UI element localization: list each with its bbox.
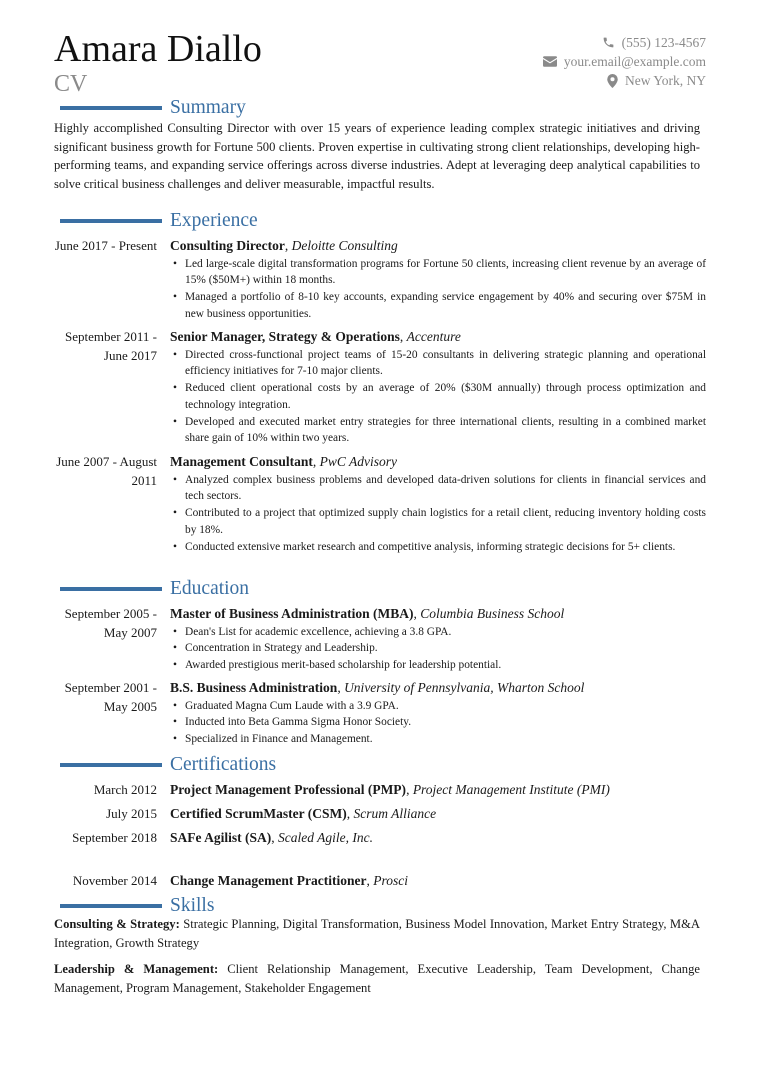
entry-content: [170, 605, 706, 674]
entry-headline: Senior Manager, Strategy & Operations, Accenture: [170, 329, 461, 344]
bullet-item: • Conducted extensive market research and competitive analysis, informing strategic decisions for 5+ clients.: [170, 539, 706, 556]
entry-degree: Master of Business Administration (MBA): [170, 606, 414, 621]
contact-location-row: [543, 71, 706, 90]
certification-name: Change Management Practitioner: [170, 873, 367, 888]
section-accent-bar: [60, 587, 162, 591]
section-title: Certifications: [170, 754, 277, 775]
skill-group-items: Client Relationship Management, Executive Leadership, Team Development, Change Management, Program Management, Stakeholder Engagement: [54, 962, 700, 995]
entry-content: [170, 328, 706, 447]
entry-date: September 2005 - May 2007: [64, 606, 157, 640]
entry-role: Senior Manager, Strategy & Operations: [170, 329, 400, 344]
entry-bullets: [170, 624, 706, 674]
skill-group: [54, 915, 700, 952]
entry-bullets: [170, 256, 706, 323]
section-title: Summary: [170, 97, 246, 118]
bullet-item: • Awarded prestigious merit-based scholarship for leadership potential.: [170, 657, 706, 674]
entry-content: [170, 805, 706, 824]
phone-icon: [602, 36, 615, 49]
entry-date: September 2018: [72, 830, 157, 845]
certification-name: Certified ScrumMaster (CSM): [170, 806, 347, 821]
section-accent-bar: [60, 106, 162, 110]
bullet-item: • Concentration in Strategy and Leadership.: [170, 640, 706, 657]
bullet-item: • Reduced client operational costs by an average of 20% ($30M annually) through process optimization and technology integration.: [170, 380, 706, 414]
skill-group: [54, 960, 700, 997]
entry-org: Accenture: [406, 329, 461, 344]
entry-bullets: [170, 698, 706, 748]
entry-date: September 2011 - June 2017: [65, 329, 157, 363]
location-pin-icon: [607, 74, 618, 88]
contact-email-row: [543, 52, 706, 71]
section-accent-bar: [60, 904, 162, 908]
entry-school: Columbia Business School: [420, 606, 565, 621]
section-accent-bar: [60, 763, 162, 767]
skill-group-label: Consulting & Strategy:: [54, 917, 180, 931]
entry-role: Consulting Director: [170, 238, 285, 253]
person-name: Amara Diallo: [54, 28, 262, 70]
entry-content: [170, 781, 706, 800]
bullet-item: • Led large-scale digital transformation programs for Fortune 50 clients, increasing client revenue by an average of 15% ($50M+) within 18 months.: [170, 256, 706, 290]
entry-degree: B.S. Business Administration: [170, 680, 338, 695]
certification-issuer: Scaled Agile, Inc.: [278, 830, 373, 845]
section-education-heading: [60, 577, 249, 601]
entry-content: [170, 453, 706, 555]
skill-group-label: Leadership & Management:: [54, 962, 219, 976]
bullet-item: • Contributed to a project that optimized supply chain logistics for a retail client, reducing inventory holding costs by 18%.: [170, 505, 706, 539]
contact-phone: (555) 123-4567: [621, 34, 706, 50]
entry-date: September 2001 - May 2005: [64, 680, 157, 714]
bullet-item: • Managed a portfolio of 8-10 key accounts, expanding service engagement by 40% and securing over $75M in new business opportunities.: [170, 289, 706, 323]
entry-org: PwC Advisory: [319, 454, 398, 469]
entry-headline: Master of Business Administration (MBA), Columbia Business School: [170, 606, 565, 621]
entry-school: University of Pennsylvania, Wharton School: [344, 680, 585, 695]
entry-content: [170, 829, 706, 848]
entry-headline: B.S. Business Administration, University of Pennsylvania, Wharton School: [170, 680, 585, 695]
entry-bullets: [170, 347, 706, 448]
section-experience-heading: [60, 209, 258, 233]
contact-phone-row: [543, 33, 706, 52]
entry-date: June 2007 - August 2011: [56, 454, 157, 488]
entry-content: [170, 872, 706, 891]
entry-headline: Project Management Professional (PMP), Project Management Institute (PMI): [170, 782, 610, 797]
certification-issuer: Prosci: [373, 873, 408, 888]
entry-headline: Management Consultant, PwC Advisory: [170, 454, 398, 469]
bullet-item: • Graduated Magna Cum Laude with a 3.9 GPA.: [170, 698, 706, 715]
certification-name: SAFe Agilist (SA): [170, 830, 272, 845]
entry-role: Management Consultant: [170, 454, 313, 469]
section-title: Experience: [170, 210, 258, 231]
entry-headline: Change Management Practitioner, Prosci: [170, 873, 408, 888]
section-title: Skills: [170, 895, 215, 916]
contact-location: New York, NY: [624, 72, 706, 88]
certification-issuer: Project Management Institute (PMI): [412, 782, 610, 797]
bullet-item: • Dean's List for academic excellence, achieving a 3.8 GPA.: [170, 624, 706, 641]
entry-date: March 2012: [93, 782, 157, 797]
summary-text: Highly accomplished Consulting Director with over 15 years of experience leading complex strategic initiatives and driving significant business growth for Fortune 500 clients. Proven expertise in cultivating strong client relationships, developing high-performing teams, and expanding service offerings across diverse industries. Adept at leveraging deep analytical capabilities to solve critical business challenges and deliver measurable, impactful results.: [54, 121, 700, 191]
certification-name: Project Management Professional (PMP): [170, 782, 407, 797]
document-subtitle: CV: [54, 71, 88, 97]
entry-headline: Certified ScrumMaster (CSM), Scrum Alliance: [170, 806, 437, 821]
entry-bullets: [170, 472, 706, 556]
entry-content: [170, 237, 706, 323]
contact-email[interactable]: your.email@example.com: [563, 53, 706, 69]
entry-date: June 2017 - Present: [54, 238, 157, 253]
certification-issuer: Scrum Alliance: [353, 806, 437, 821]
bullet-item: • Analyzed complex business problems and developed data-driven solutions for clients in financial services and tech sectors.: [170, 472, 706, 506]
section-title: Education: [170, 578, 250, 599]
skill-group-items: Strategic Planning, Digital Transformation, Business Model Innovation, Market Entry Strategy, M&A Integration, Growth Strategy: [54, 917, 700, 950]
entry-org: Deloitte Consulting: [291, 238, 398, 253]
section-certifications-heading: [60, 753, 276, 777]
section-accent-bar: [60, 219, 162, 223]
bullet-item: • Developed and executed market entry strategies for three international clients, resulting in a combined market share gain of 10% within two years.: [170, 414, 706, 448]
envelope-icon: [543, 56, 557, 67]
bullet-item: • Inducted into Beta Gamma Sigma Honor Society.: [170, 714, 706, 731]
entry-content: [170, 679, 706, 748]
entry-date: July 2015: [106, 806, 157, 821]
section-summary-heading: [60, 96, 246, 120]
bullet-item: • Specialized in Finance and Management.: [170, 731, 706, 748]
entry-headline: SAFe Agilist (SA), Scaled Agile, Inc.: [170, 830, 373, 845]
contact-block: [543, 33, 706, 90]
bullet-item: • Directed cross-functional project teams of 15-20 consultants in delivering strategic planning and operational efficiency initiatives for 7-10 major clients.: [170, 347, 706, 381]
entry-headline: Consulting Director, Deloitte Consulting: [170, 238, 398, 253]
entry-date: November 2014: [72, 873, 157, 888]
